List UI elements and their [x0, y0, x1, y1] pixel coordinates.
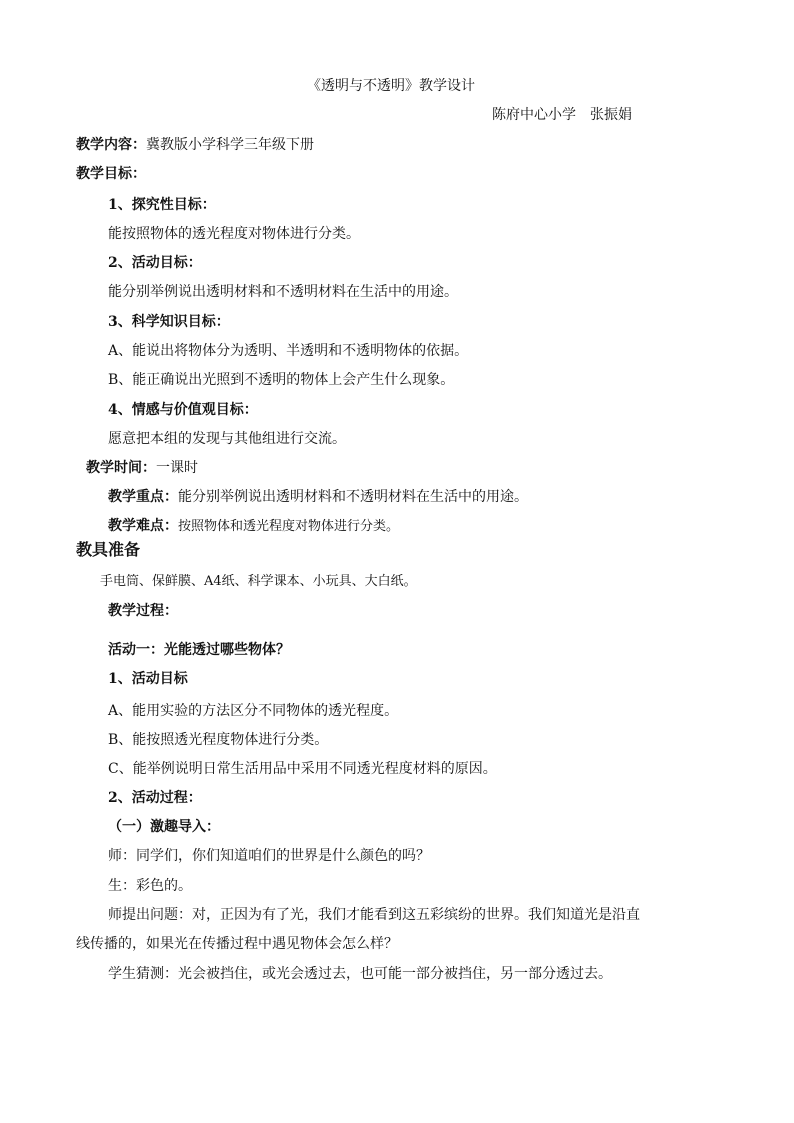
teaching-difficulty-label: 教学难点：	[108, 518, 178, 534]
teaching-process-heading: 教学过程：	[108, 603, 178, 619]
goal-3-item-b: B、能正确说出光照到不透明的物体上会产生什么现象。	[108, 372, 455, 388]
teaching-key-label: 教学重点：	[108, 489, 178, 505]
goal-3-heading: 3、科学知识目标：	[108, 314, 230, 330]
document-title: 《透明与不透明》教学设计	[307, 78, 475, 94]
student-answer: 生：彩色的。	[108, 878, 192, 894]
teacher-prompt-line-1: 师提出问题：对，正因为有了光，我们才能看到这五彩缤纷的世界。我们知道光是沿直	[108, 907, 640, 923]
teaching-goals-heading: 教学目标：	[76, 166, 146, 182]
student-guess: 学生猜测：光会被挡住，或光会透过去，也可能一部分被挡住，另一部分透过去。	[108, 966, 612, 982]
teaching-content-value: 冀教版小学科学三年级下册	[146, 137, 314, 153]
teaching-time-row	[86, 458, 198, 478]
teaching-tools-heading: 教具准备	[76, 540, 141, 559]
teaching-content-row	[76, 135, 314, 155]
activity-1-goal-b: B、能按照透光程度物体进行分类。	[108, 732, 329, 748]
teacher-prompt-line-2: 线传播的，如果光在传播过程中遇见物体会怎么样？	[76, 936, 398, 952]
goal-1-text: 能按照物体的透光程度对物体进行分类。	[108, 226, 360, 242]
goal-1-heading: 1、探究性目标：	[108, 197, 216, 213]
goal-4-text: 愿意把本组的发现与其他组进行交流。	[108, 431, 346, 447]
activity-1-goal-a: A、能用实验的方法区分不同物体的透光程度。	[108, 703, 399, 719]
activity-1-goal-c: C、能举例说明日常生活用品中采用不同透光程度材料的原因。	[108, 761, 497, 777]
teaching-key-value: 能分别举例说出透明材料和不透明材料在生活中的用途。	[178, 489, 528, 505]
teaching-tools-value: 手电筒、保鲜膜、A4纸、科学课本、小玩具、大白纸。	[100, 574, 417, 589]
teaching-difficulty-value: 按照物体和透光程度对物体进行分类。	[178, 519, 400, 534]
teaching-time-label: 教学时间：	[86, 460, 156, 476]
intro-heading: （一）激趣导入：	[108, 819, 220, 835]
activity-1-goal-heading: 1、活动目标	[108, 671, 188, 687]
goal-2-text: 能分别举例说出透明材料和不透明材料在生活中的用途。	[108, 284, 458, 300]
teaching-difficulty-row	[108, 516, 399, 537]
teaching-content-label: 教学内容：	[76, 137, 146, 153]
teaching-time-value: 一课时	[156, 460, 198, 476]
goal-2-heading: 2、活动目标：	[108, 255, 202, 271]
goal-4-heading: 4、情感与价值观目标：	[108, 402, 258, 418]
author-line: 陈府中心小学 张振娟	[492, 107, 632, 123]
activity-1-title: 活动一：光能透过哪些物体？	[108, 642, 290, 658]
teaching-key-row	[108, 487, 528, 507]
goal-3-item-a: A、能说出将物体分为透明、半透明和不透明物体的依据。	[108, 343, 469, 359]
activity-1-process-heading: 2、活动过程：	[108, 790, 202, 806]
teacher-question: 师：同学们，你们知道咱们的世界是什么颜色的吗？	[108, 848, 430, 864]
